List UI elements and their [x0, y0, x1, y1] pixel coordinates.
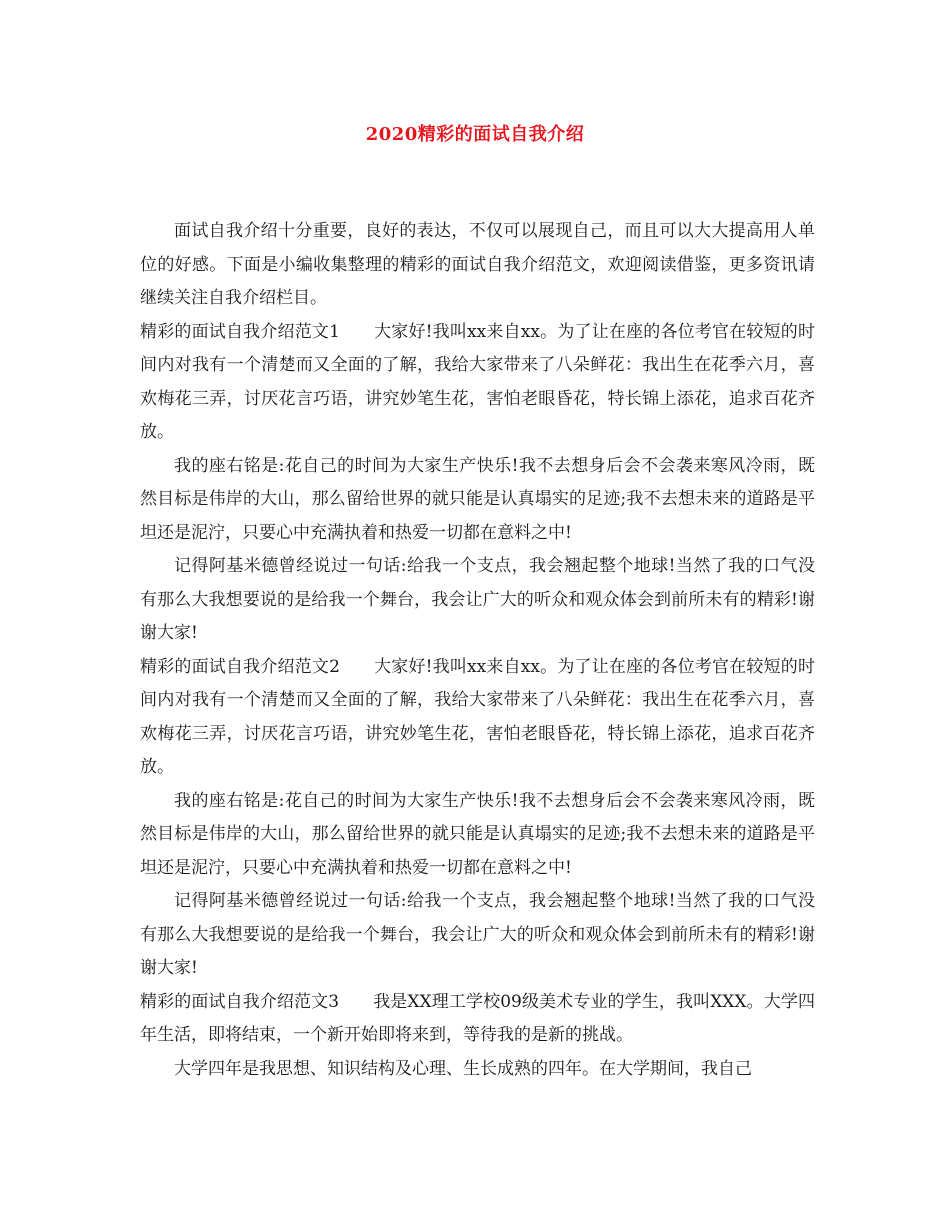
section-3-lead-paragraph	[140, 986, 815, 1053]
section-3-heading: 精彩的面试自我介绍范文3	[140, 991, 340, 1012]
section-1-lead-paragraph	[140, 316, 815, 450]
section-1-paragraph-2: 记得阿基米德曾经说过一句话:给我一个支点，我会翘起整个地球!当然了我的口气没有那么大我想要说的是给我一个舞台，我会让广大的听众和观众体会到前所未有的精彩!谢谢大家!	[140, 556, 815, 643]
section-1-lead-text: 大家好!我叫xx来自xx。为了让在座的各位考官在较短的时间内对我有一个清楚而又全面的了解，我给大家带来了八朵鲜花：我出生在花季六月，喜欢梅花三弄，讨厌花言巧语，讲究妙笔生花，害怕老眼昏花，特长锦上添花，追求百花齐放。	[140, 321, 815, 442]
section-2-heading: 精彩的面试自我介绍范文2	[140, 656, 340, 677]
section-2-lead-text: 大家好!我叫xx来自xx。为了让在座的各位考官在较短的时间内对我有一个清楚而又全面的了解，我给大家带来了八朵鲜花：我出生在花季六月，喜欢梅花三弄，讨厌花言巧语，讲究妙笔生花，害怕老眼昏花，特长锦上添花，追求百花齐放。	[140, 656, 815, 777]
document-body	[140, 215, 815, 1086]
section-2-lead-paragraph	[140, 651, 815, 785]
document-title: 2020精彩的面试自我介绍	[365, 124, 585, 145]
section-2-paragraph-1: 我的座右铭是:花自己的时间为大家生产快乐!我不去想身后会不会袭来寒风冷雨，既然目标是伟岸的大山，那么留给世界的就只能是认真塌实的足迹;我不去想未来的道路是平坦还是泥泞，只要心中充满执着和热爱一切都在意料之中!	[140, 790, 815, 878]
section-3-lead-text: 我是XX理工学校09级美术专业的学生，我叫XXX。大学四年生活，即将结束，一个新开始即将来到，等待我的是新的挑战。	[140, 991, 815, 1045]
intro-paragraph: 面试自我介绍十分重要，良好的表达，不仅可以展现自己，而且可以大大提高用人单位的好感。下面是小编收集整理的精彩的面试自我介绍范文，欢迎阅读借鉴，更多资讯请继续关注自我介绍栏目。	[140, 221, 815, 308]
section-3-paragraph-1: 大学四年是我思想、知识结构及心理、生长成熟的四年。在大学期间，我自己	[174, 1058, 752, 1079]
section-1-heading: 精彩的面试自我介绍范文1	[140, 321, 340, 342]
section-2-paragraph-2: 记得阿基米德曾经说过一句话:给我一个支点，我会翘起整个地球!当然了我的口气没有那么大我想要说的是给我一个舞台，我会让广大的听众和观众体会到前所未有的精彩!谢谢大家!	[140, 891, 815, 978]
section-1-paragraph-1: 我的座右铭是:花自己的时间为大家生产快乐!我不去想身后会不会袭来寒风冷雨，既然目标是伟岸的大山，那么留给世界的就只能是认真塌实的足迹;我不去想未来的道路是平坦还是泥泞，只要心中充满执着和热爱一切都在意料之中!	[140, 455, 815, 543]
